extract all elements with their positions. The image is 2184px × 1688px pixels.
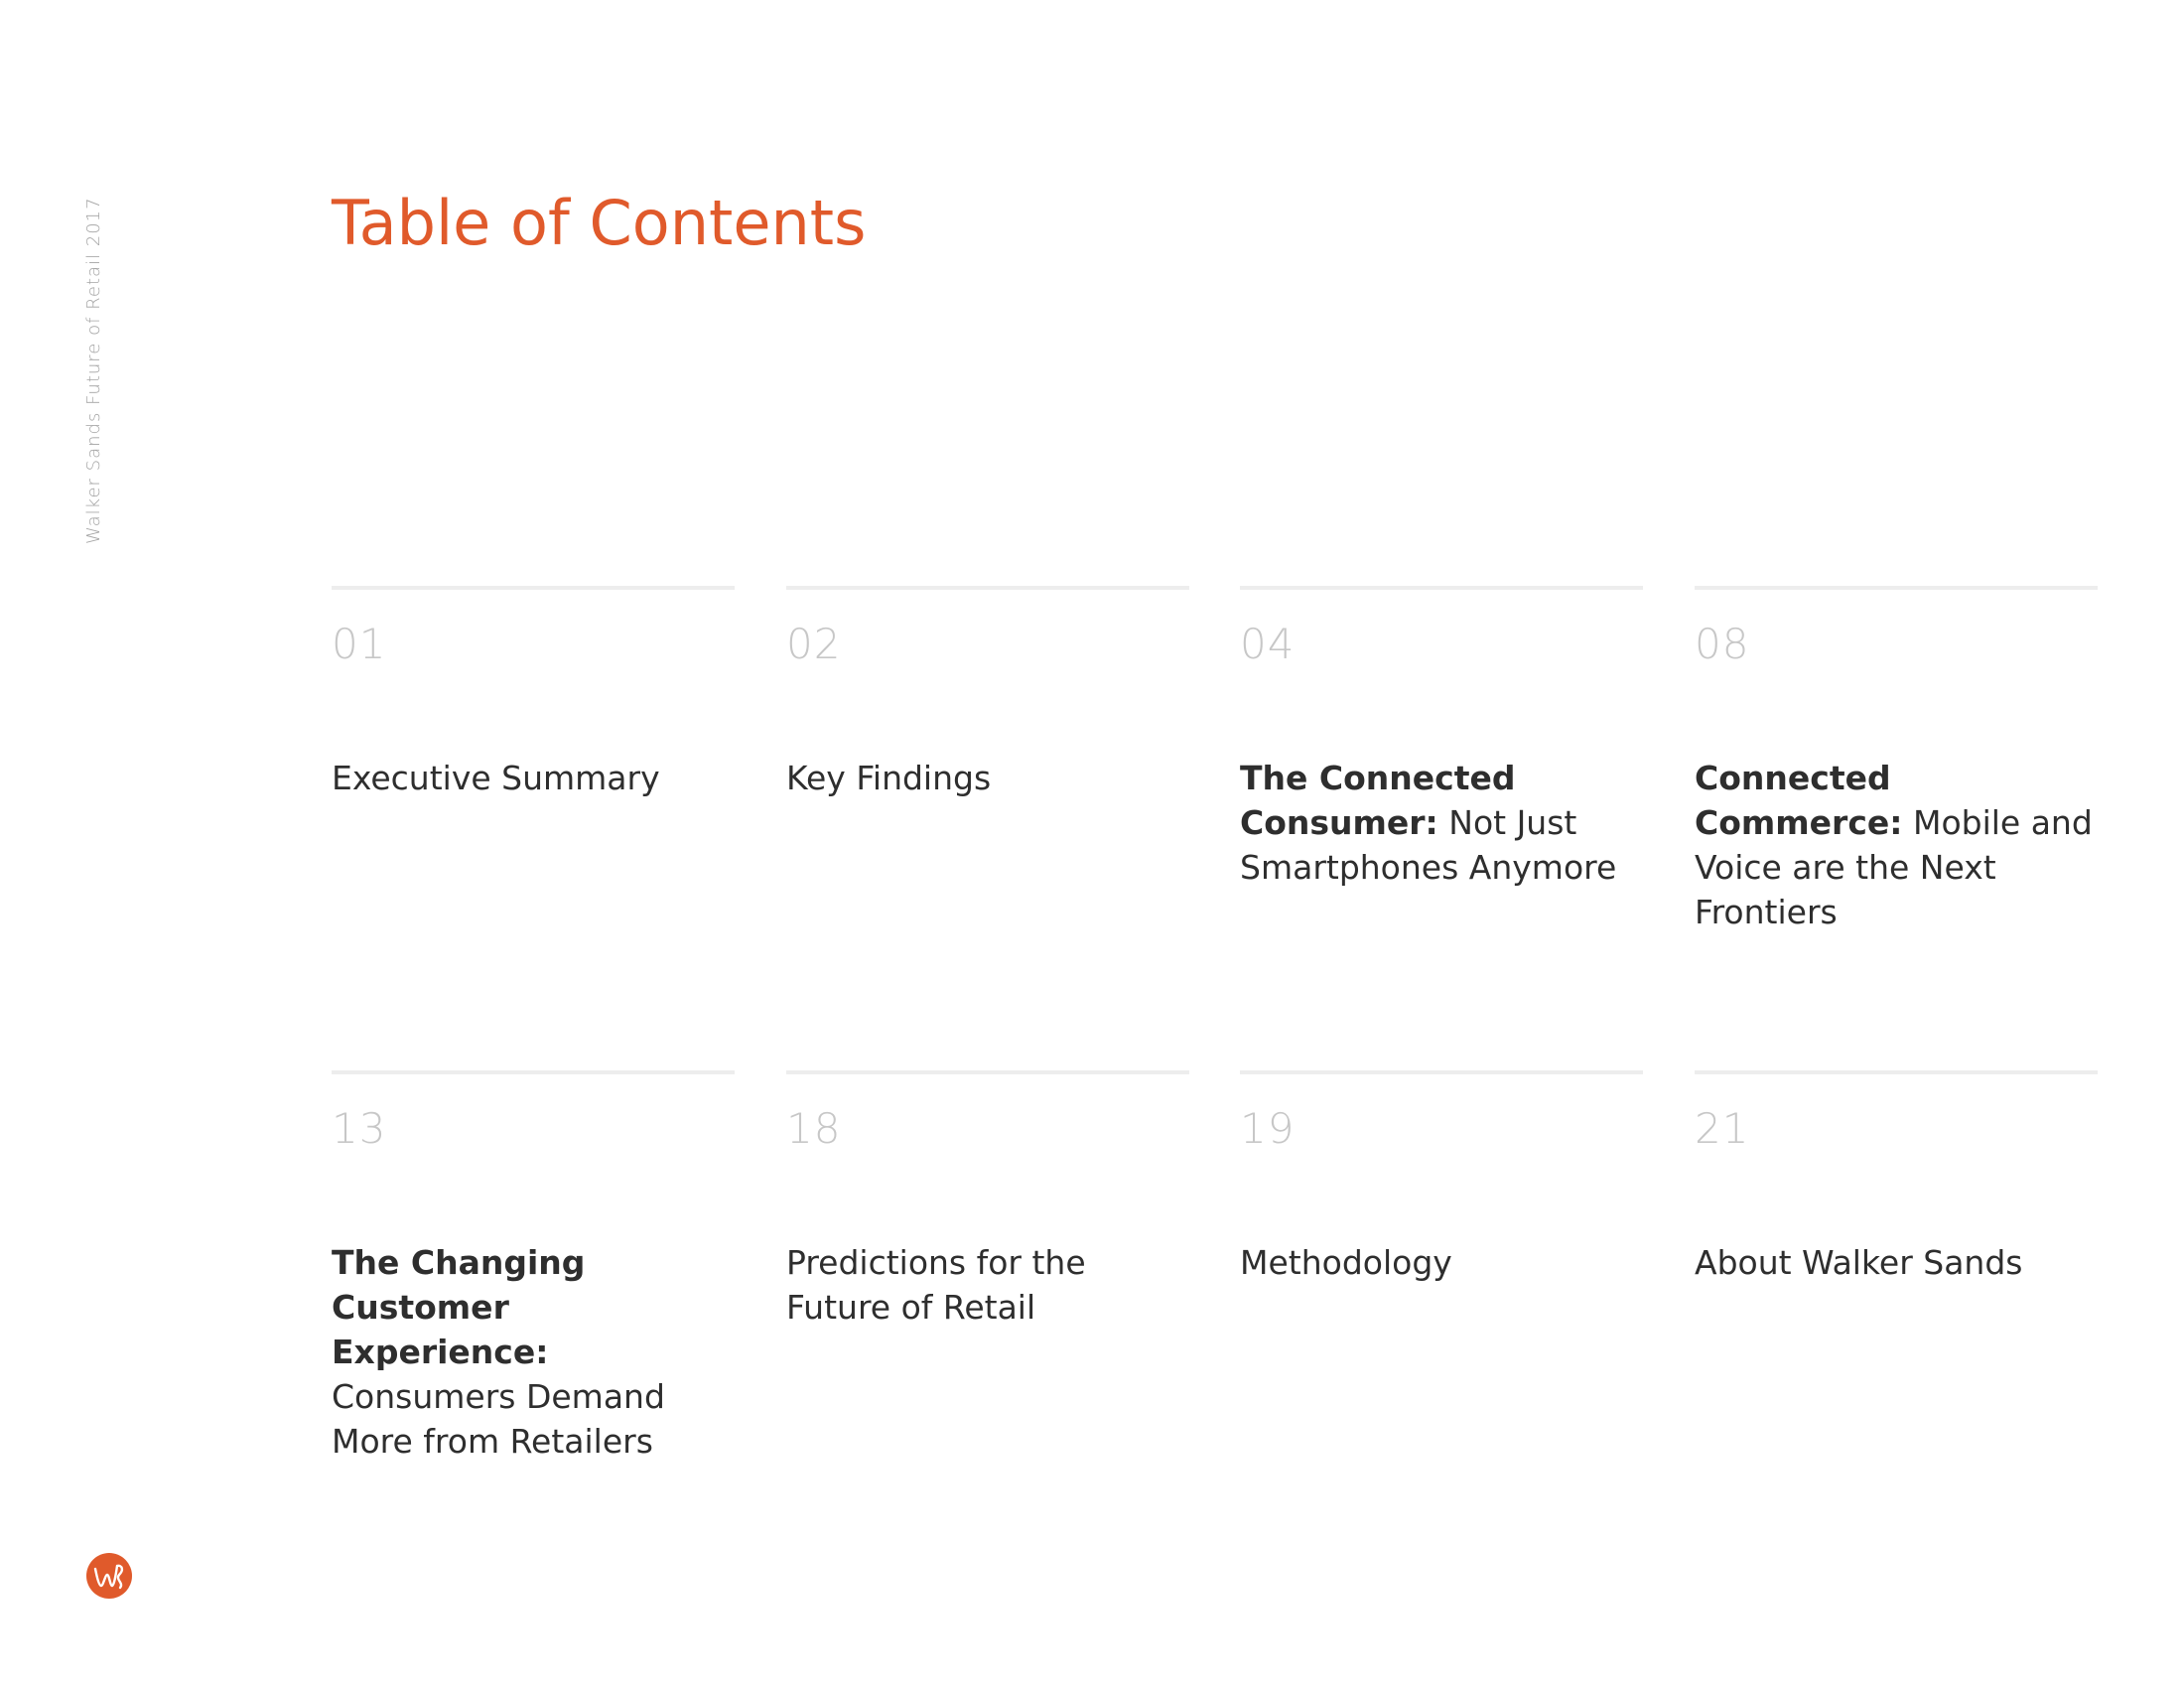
toc-entry[interactable] [786,1070,1189,1330]
toc-entry-title [1695,756,2098,934]
toc-entry[interactable] [1240,1070,1643,1285]
toc-page-number: 02 [786,620,842,668]
toc-entry-title-text: Consumers Demand More from Retailers [332,1377,665,1461]
toc-grid [332,586,2101,1479]
toc-entry[interactable] [1240,586,1643,890]
divider [1240,586,1643,590]
toc-page-number: 18 [786,1104,842,1153]
toc-entry-title [1240,756,1643,890]
divider [786,1070,1189,1074]
toc-entry-title-text: About Walker Sands [1695,1243,2023,1282]
toc-entry-title [786,1240,1189,1330]
page-title: Table of Contents [332,187,867,259]
toc-entry[interactable] [1695,586,2098,934]
toc-entry-title-bold: Connected Commerce: [1695,759,1903,842]
divider [1240,1070,1643,1074]
divider [332,586,735,590]
divider [1695,1070,2098,1074]
toc-entry-title-text: Mobile and Voice are the Next Frontiers [1695,803,2093,931]
divider [1695,586,2098,590]
toc-entry-title-text: Methodology [1240,1243,1452,1282]
toc-page-number: 04 [1240,620,1296,668]
toc-page-number: 08 [1695,620,1750,668]
divider [786,586,1189,590]
toc-entry[interactable] [332,586,735,800]
toc-entry-title [1695,1240,2098,1285]
toc-entry[interactable] [332,1070,735,1464]
walker-sands-logo-icon [86,1553,132,1599]
toc-page-number: 19 [1240,1104,1296,1153]
toc-entry-title-bold: The Connected Consumer: [1240,759,1516,842]
side-running-header: Walker Sands Future of Retail 2017 [83,197,104,544]
toc-page-number: 21 [1695,1104,1750,1153]
toc-entry-title-bold: The Changing Customer Experience: [332,1243,586,1371]
toc-entry-title [332,756,735,800]
toc-entry[interactable] [1695,1070,2098,1285]
toc-entry[interactable] [786,586,1189,800]
toc-entry-title [786,756,1189,800]
divider [332,1070,735,1074]
toc-entry-title-text: Executive Summary [332,759,660,797]
toc-entry-title-text: Predictions for the Future of Retail [786,1243,1086,1327]
toc-entry-title [332,1240,735,1464]
toc-page-number: 01 [332,620,387,668]
toc-entry-title-text: Not Just Smartphones Anymore [1240,803,1617,887]
toc-entry-title-text: Key Findings [786,759,992,797]
toc-page-number: 13 [332,1104,387,1153]
toc-entry-title [1240,1240,1643,1285]
